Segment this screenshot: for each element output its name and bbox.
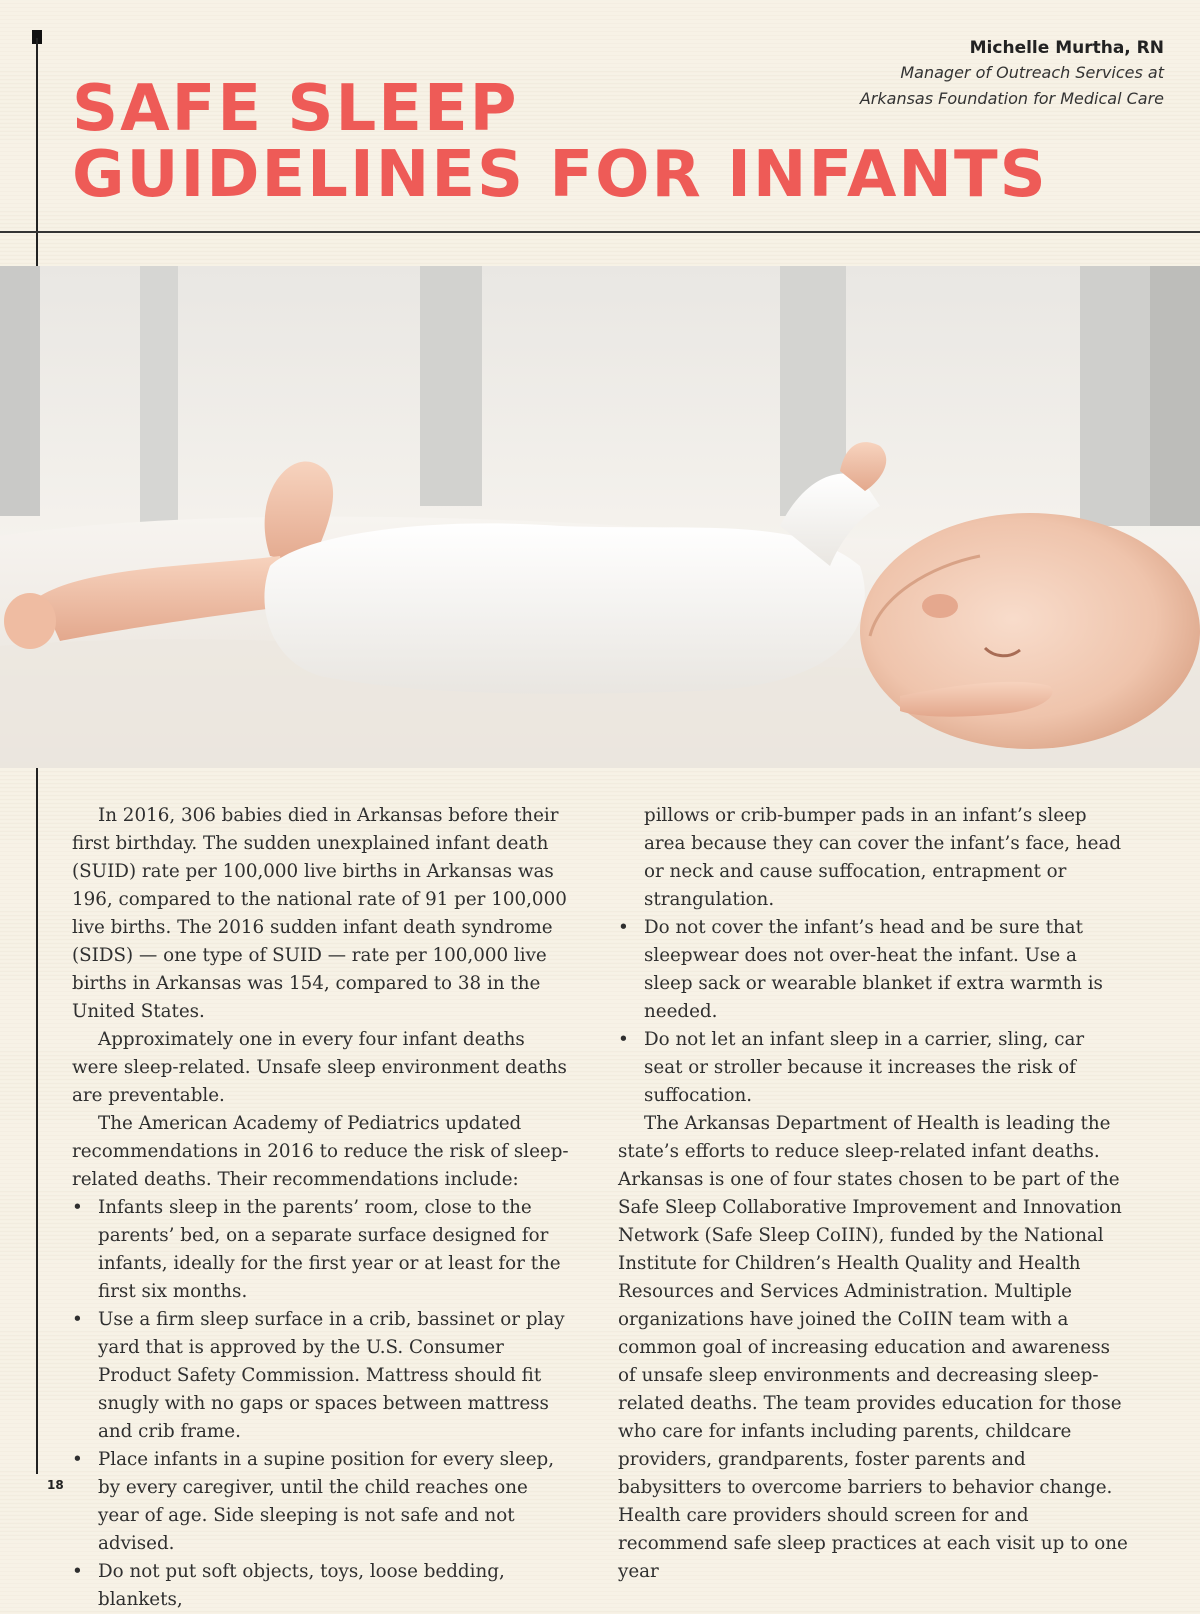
vertical-rule-body: [36, 768, 38, 1474]
list-item-text: Infants sleep in the parents’ room, close to the parents’ bed, on a separate surface designed for infants, ideally for the first year or at least for the first six months.: [98, 1197, 561, 1302]
bullet-marker: •: [72, 1309, 83, 1330]
article-column-right: [618, 802, 1128, 1586]
bullet-marker: •: [72, 1561, 83, 1582]
article-column-left: [72, 802, 572, 1614]
author-role-line-1: Manager of Outreach Services at: [900, 63, 1164, 82]
paragraph-suid-statistics: In 2016, 306 babies died in Arkansas before their first birthday. The sudden unexplained infant death (SUID) rate per 100,000 live births in Arkansas was 196, compared to the national rate of 91 per 100,000 live births. The 2016 sudden infant death syndrome (SIDS) — one type of SUID — rate per 100,000 live births in Arkansas was 154, compared to 38 in the United States.: [72, 805, 567, 1022]
bullet-marker: •: [72, 1449, 83, 1470]
header-divider: [0, 231, 1200, 233]
author-byline: [860, 36, 1164, 112]
list-item: [72, 1558, 572, 1614]
paragraph-sleep-related: Approximately one in every four infant deaths were sleep-related. Unsafe sleep environment deaths are preventable.: [72, 1029, 567, 1106]
list-item-text: Do not let an infant sleep in a carrier, sling, car seat or stroller because it increases the risk of suffocation.: [644, 1029, 1085, 1106]
bullet-marker: •: [72, 1197, 83, 1218]
author-role-line-2: Arkansas Foundation for Medical Care: [859, 89, 1164, 108]
sleeping-infant-photo: [0, 266, 1200, 768]
bullet-marker: •: [618, 917, 629, 938]
list-item-continued: [618, 802, 1128, 914]
paragraph-aap-recommendations: The American Academy of Pediatrics updated recommendations in 2016 to reduce the risk of sleep-related deaths. Their recommendations include:: [72, 1113, 569, 1190]
page-number: 18: [47, 1478, 64, 1492]
recommendations-list-continued: [618, 802, 1128, 1110]
title-line-2: GUIDELINES FOR INFANTS: [72, 138, 1048, 212]
paragraph-arkansas-health: The Arkansas Department of Health is leading the state’s efforts to reduce sleep-related infant deaths. Arkansas is one of four states chosen to be part of the Safe Sleep Collaborative Improvement and Innovation Network (Safe Sleep CoIIN), funded by the National Institute for Children’s Health Quality and Health Resources and Services Administration. Multiple organizations have joined the CoIIN team with a common goal of increasing education and awareness of unsafe sleep environments and decreasing sleep-related deaths. The team provides education for those who care for infants including parents, childcare providers, grandparents, foster parents and babysitters to overcome barriers to behavior change. Health care providers should screen for and recommend safe sleep practices at each visit up to one year: [618, 1113, 1128, 1582]
bullet-marker: •: [618, 1029, 629, 1050]
list-item: [72, 1306, 572, 1446]
list-item: [72, 1446, 572, 1558]
list-item: [618, 1026, 1128, 1110]
list-item-text: Place infants in a supine position for every sleep, by every caregiver, until the child reaches one year of age. Side sleeping is not safe and not advised.: [98, 1449, 555, 1554]
list-item-text: pillows or crib-bumper pads in an infant’s sleep area because they can cover the infant’s face, head or neck and cause suffocation, entrapment or strangulation.: [644, 805, 1122, 910]
list-item: [618, 914, 1128, 1026]
list-item-text: Do not put soft objects, toys, loose bedding, blankets,: [98, 1561, 505, 1610]
list-item: [72, 1194, 572, 1306]
list-item-text: Do not cover the infant’s head and be sure that sleepwear does not over-heat the infant. Use a sleep sack or wearable blanket if extra warmth is needed.: [644, 917, 1103, 1022]
recommendations-list: [72, 1194, 572, 1614]
title-line-1: SAFE SLEEP: [72, 72, 519, 146]
list-item-text: Use a firm sleep surface in a crib, bassinet or play yard that is approved by the U.S. Consumer Product Safety Commission. Mattress should fit snugly with no gaps or spaces between mattress and crib frame.: [98, 1309, 565, 1442]
author-name: Michelle Murtha, RN: [969, 38, 1164, 58]
